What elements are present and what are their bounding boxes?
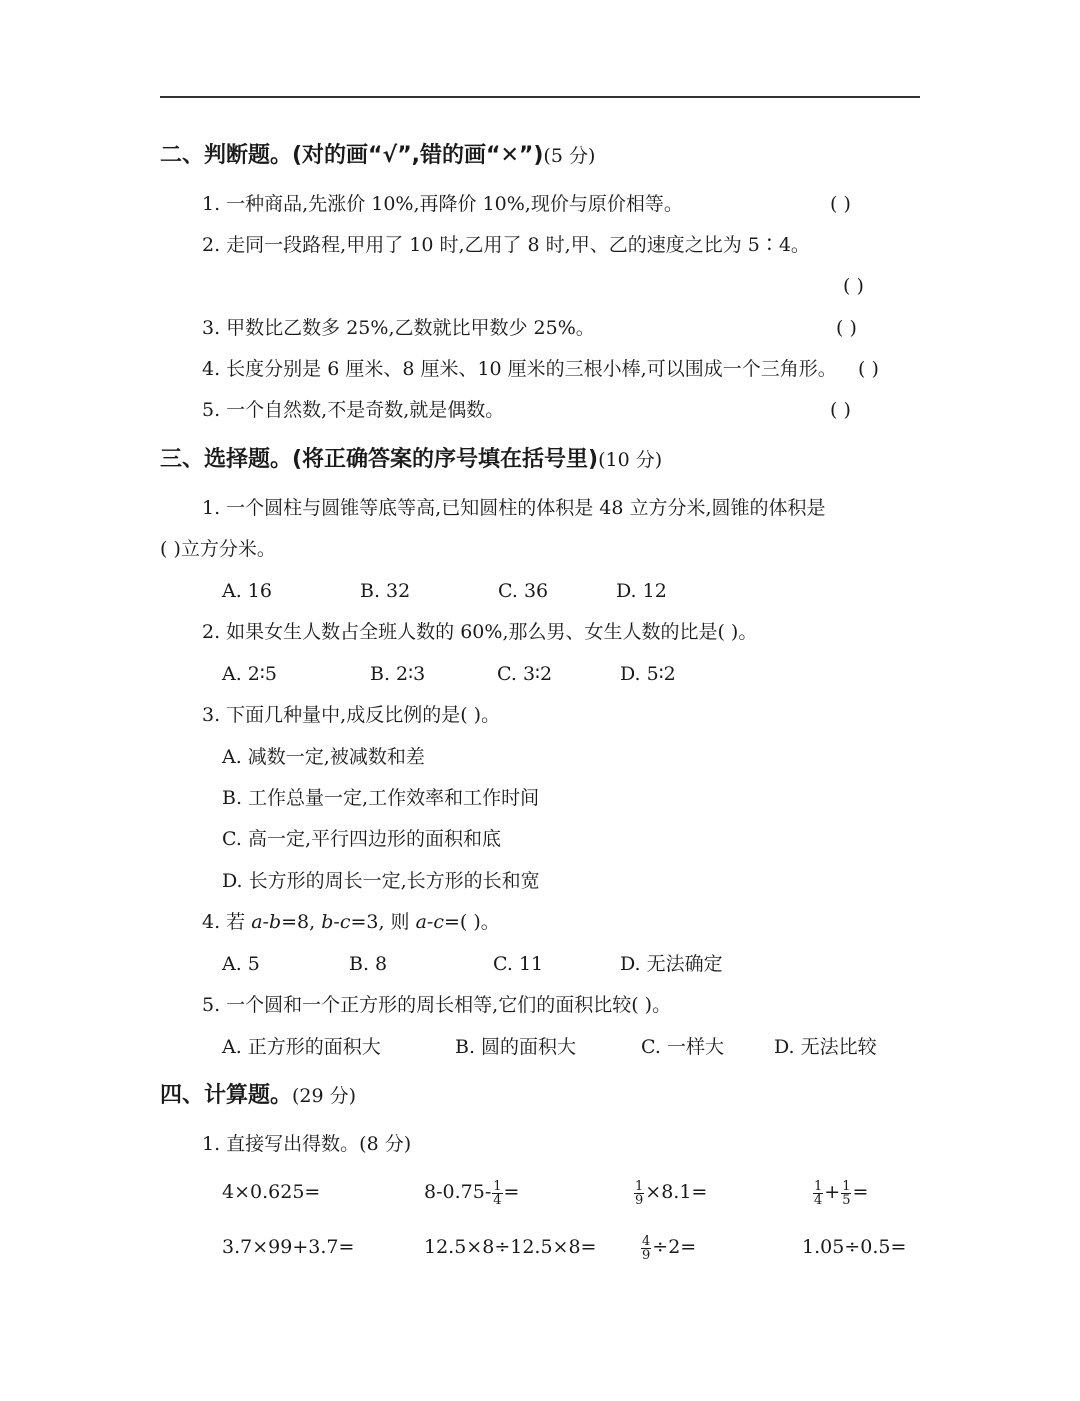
q3-option-a[interactable]: A. 减数一定,被减数和差 xyxy=(222,746,425,768)
choice-q3: 3. 下面几种量中,成反比例的是( )。 xyxy=(202,704,501,726)
q1-option-c[interactable]: C. 36 xyxy=(498,580,549,602)
frac-num: 1 xyxy=(842,1178,851,1194)
calc-r1c3 xyxy=(633,1177,707,1207)
section-4-points: (29 分) xyxy=(292,1085,357,1107)
section-2-heading xyxy=(160,142,595,170)
calc-sub1-title: 1. 直接写出得数。(8 分) xyxy=(202,1133,412,1155)
q4-option-a[interactable]: A. 5 xyxy=(222,953,260,975)
judge-item-5: 5. 一个自然数,不是奇数,就是偶数。 xyxy=(202,399,505,421)
section-4-heading xyxy=(160,1082,356,1110)
calc-r1c2-eq: = xyxy=(503,1181,520,1203)
q3-option-c[interactable]: C. 高一定,平行四边形的面积和底 xyxy=(222,828,501,850)
calc-r1c2 xyxy=(424,1177,519,1207)
section-4-title: 四、计算题。 xyxy=(160,1083,293,1108)
choice-q2: 2. 如果女生人数占全班人数的 60%,那么男、女生人数的比是( )。 xyxy=(202,621,758,643)
top-divider-line xyxy=(160,96,920,98)
answer-paren-3[interactable]: ( ) xyxy=(836,317,857,339)
frac-den: 5 xyxy=(842,1192,851,1208)
frac-num: 1 xyxy=(635,1178,644,1194)
frac-num: 1 xyxy=(493,1178,502,1194)
plus-sign: + xyxy=(824,1181,841,1203)
section-2-title: 二、判断题。(对的画“√”,错的画“✕”) xyxy=(160,143,544,168)
q4-mid2: =3, 则 xyxy=(350,911,416,933)
calc-r1c1: 4×0.625= xyxy=(222,1181,321,1203)
q1-option-b[interactable]: B. 32 xyxy=(360,580,411,602)
calc-r1c4 xyxy=(812,1177,868,1207)
q4-expr-a-minus-c: a-c xyxy=(415,911,444,933)
choice-q1-line2: ( )立方分米。 xyxy=(160,538,276,560)
calc-r2c4: 1.05÷0.5= xyxy=(802,1236,907,1258)
section-3-points: (10 分) xyxy=(598,449,663,471)
fraction-four-ninths xyxy=(641,1235,651,1262)
frac-den: 4 xyxy=(493,1192,502,1208)
q3-option-d[interactable]: D. 长方形的周长一定,长方形的长和宽 xyxy=(222,870,540,892)
q4-expr-a-minus-b: a-b xyxy=(251,911,282,933)
calc-r1c2-expr: 8-0.75- xyxy=(424,1181,492,1203)
q5-option-a[interactable]: A. 正方形的面积大 xyxy=(222,1036,381,1058)
choice-q4 xyxy=(202,910,500,934)
q2-option-a[interactable]: A. 2∶5 xyxy=(222,663,277,685)
q4-mid1: =8, xyxy=(281,911,322,933)
section-3-heading xyxy=(160,446,662,474)
q5-option-d[interactable]: D. 无法比较 xyxy=(774,1036,877,1058)
frac-den: 9 xyxy=(635,1192,644,1208)
answer-paren-2[interactable]: ( ) xyxy=(843,275,864,297)
calc-r2c1: 3.7×99+3.7= xyxy=(222,1236,355,1258)
judge-item-2: 2. 走同一段路程,甲用了 10 时,乙用了 8 时,甲、乙的速度之比为 5∶4。 xyxy=(202,234,810,256)
q2-option-c[interactable]: C. 3∶2 xyxy=(497,663,553,685)
q4-suffix: =( )。 xyxy=(444,911,500,933)
fraction-one-ninth xyxy=(634,1180,644,1207)
fraction-one-fifth xyxy=(841,1180,851,1207)
judge-item-4: 4. 长度分别是 6 厘米、8 厘米、10 厘米的三根小棒,可以围成一个三角形。 xyxy=(202,358,837,380)
calc-r2c3-expr: ÷2= xyxy=(652,1236,697,1258)
calc-r1c4-eq: = xyxy=(852,1181,869,1203)
frac-num: 1 xyxy=(814,1178,823,1194)
section-3-title: 三、选择题。(将正确答案的序号填在括号里) xyxy=(160,447,599,472)
q4-prefix: 4. 若 xyxy=(202,911,252,933)
q4-option-b[interactable]: B. 8 xyxy=(349,953,388,975)
q1-option-a[interactable]: A. 16 xyxy=(222,580,272,602)
answer-paren-4[interactable]: ( ) xyxy=(858,358,879,380)
q3-option-b[interactable]: B. 工作总量一定,工作效率和工作时间 xyxy=(222,787,540,809)
q4-expr-b-minus-c: b-c xyxy=(321,911,351,933)
calc-r2c3 xyxy=(640,1232,696,1262)
fraction-one-quarter xyxy=(492,1180,502,1207)
fraction-one-quarter xyxy=(813,1180,823,1207)
q5-option-c[interactable]: C. 一样大 xyxy=(641,1036,724,1058)
frac-den: 9 xyxy=(642,1247,651,1263)
choice-q1-line1: 1. 一个圆柱与圆锥等底等高,已知圆柱的体积是 48 立方分米,圆锥的体积是 xyxy=(202,497,826,519)
q5-option-b[interactable]: B. 圆的面积大 xyxy=(455,1036,577,1058)
section-2-points: (5 分) xyxy=(543,145,596,167)
choice-q5: 5. 一个圆和一个正方形的周长相等,它们的面积比较( )。 xyxy=(202,994,672,1016)
frac-den: 4 xyxy=(814,1192,823,1208)
judge-item-1: 1. 一种商品,先涨价 10%,再降价 10%,现价与原价相等。 xyxy=(202,193,683,215)
q2-option-d[interactable]: D. 5∶2 xyxy=(620,663,676,685)
q4-option-d[interactable]: D. 无法确定 xyxy=(620,953,723,975)
judge-item-3: 3. 甲数比乙数多 25%,乙数就比甲数少 25%。 xyxy=(202,317,595,339)
calc-r1c3-expr: ×8.1= xyxy=(645,1181,708,1203)
frac-num: 4 xyxy=(642,1233,651,1249)
answer-paren-1[interactable]: ( ) xyxy=(830,193,851,215)
answer-paren-5[interactable]: ( ) xyxy=(830,399,851,421)
calc-r2c2: 12.5×8÷12.5×8= xyxy=(424,1236,597,1258)
q1-option-d[interactable]: D. 12 xyxy=(616,580,667,602)
q4-option-c[interactable]: C. 11 xyxy=(493,953,544,975)
q2-option-b[interactable]: B. 2∶3 xyxy=(370,663,426,685)
